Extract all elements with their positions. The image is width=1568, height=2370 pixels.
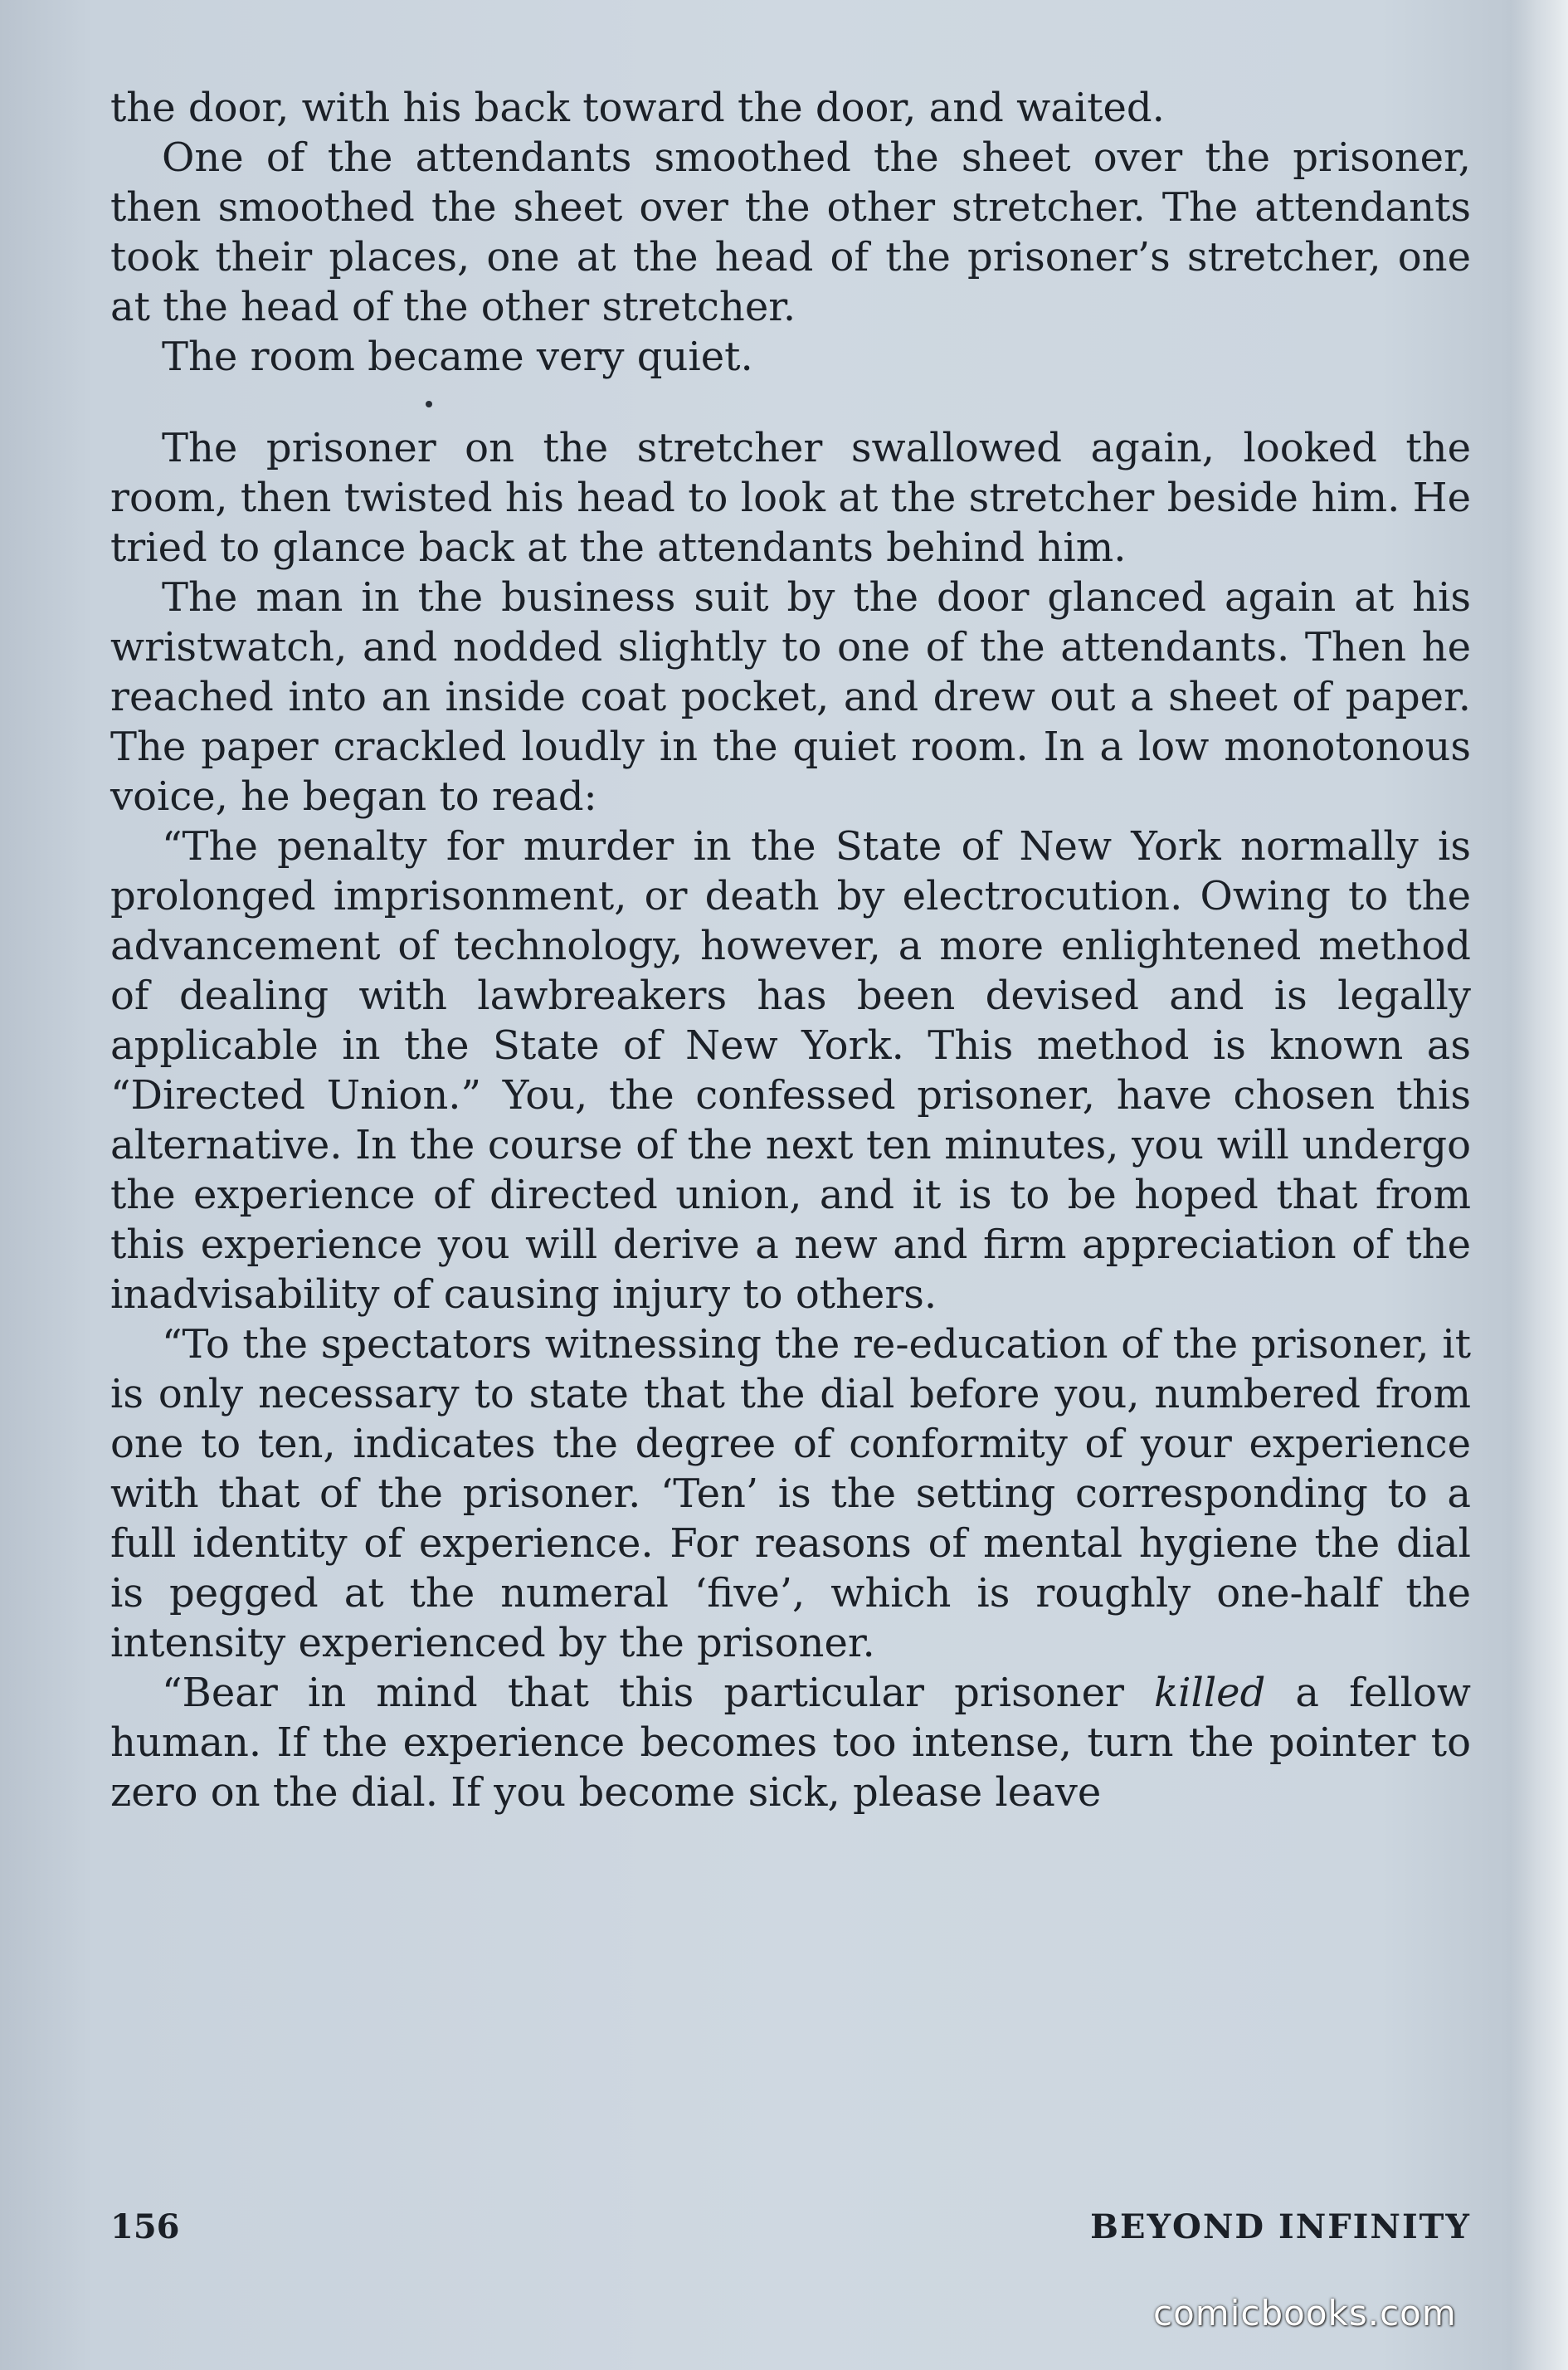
paragraph-1: the door, with his back toward the door, and waited. [110,85,1165,131]
watermark-logo: comicbooks.com [1153,2293,1457,2333]
paragraph-5: The man in the business suit by the door glanced again at his wristwatch, and nodded slightly to one of the attendants. Then he reached into an inside coat pocket, and drew out a sheet of paper. The paper crackled loudly in the quiet room. In a low monotonous voice, he began to read: [110,574,1471,820]
page-number: 156 [110,2207,180,2246]
page-edge-shadow [1510,0,1568,2370]
paragraph-7: “To the spectators witnessing the re-education of the prisoner, it is only necessary to state that the dial before you, numbered from one to ten, indicates the degree of conformity of your experience with that of the prisoner. ‘Ten’ is the setting corresponding to a full identity of experience. For reasons of mental hygiene the dial is pegged at the numeral ‘five’, which is roughly one-half the intensity experienced by the prisoner. [110,1321,1471,1666]
paragraph-2: One of the attendants smoothed the sheet over the prisoner, then smoothed the sheet over the other stretcher. The attendants took their places, one at the head of the prisoner’s stretcher, one at the head of the other stretcher. [110,134,1471,330]
paragraph-6: “The penalty for murder in the State of New York normally is prolonged imprisonment, or death by electrocution. Owing to the advancement of technology, however, a more enlightened method of dealing with lawbreakers has been devised and is legally applicable in the State of New York. This method is known as “Directed Union.” You, the confessed prisoner, have chosen this alternative. In the course of the next ten minutes, you will undergo the experience of directed union, and it is to be hoped that from this experience you will derive a new and firm appreciation of the inadvisability of causing injury to others. [110,823,1471,1318]
paragraph-8: “Bear in mind that this particular prisoner killed a fellow human. If the experience becomes too intense, turn the pointer to zero on the dial. If you become sick, please leave [110,1670,1471,1816]
section-separator-dot [426,401,432,407]
paragraph-4: The prisoner on the stretcher swallowed again, looked the room, then twisted his head to look at the stretcher beside him. He tried to glance back at the attendants behind him. [110,425,1471,571]
page-footer [110,2207,1471,2257]
emphasized-word: killed [1154,1670,1266,1716]
running-title: BEYOND INFINITY [1090,2207,1471,2246]
body-text [110,83,1471,1817]
paragraph-3: The room became very quiet. [162,334,753,380]
